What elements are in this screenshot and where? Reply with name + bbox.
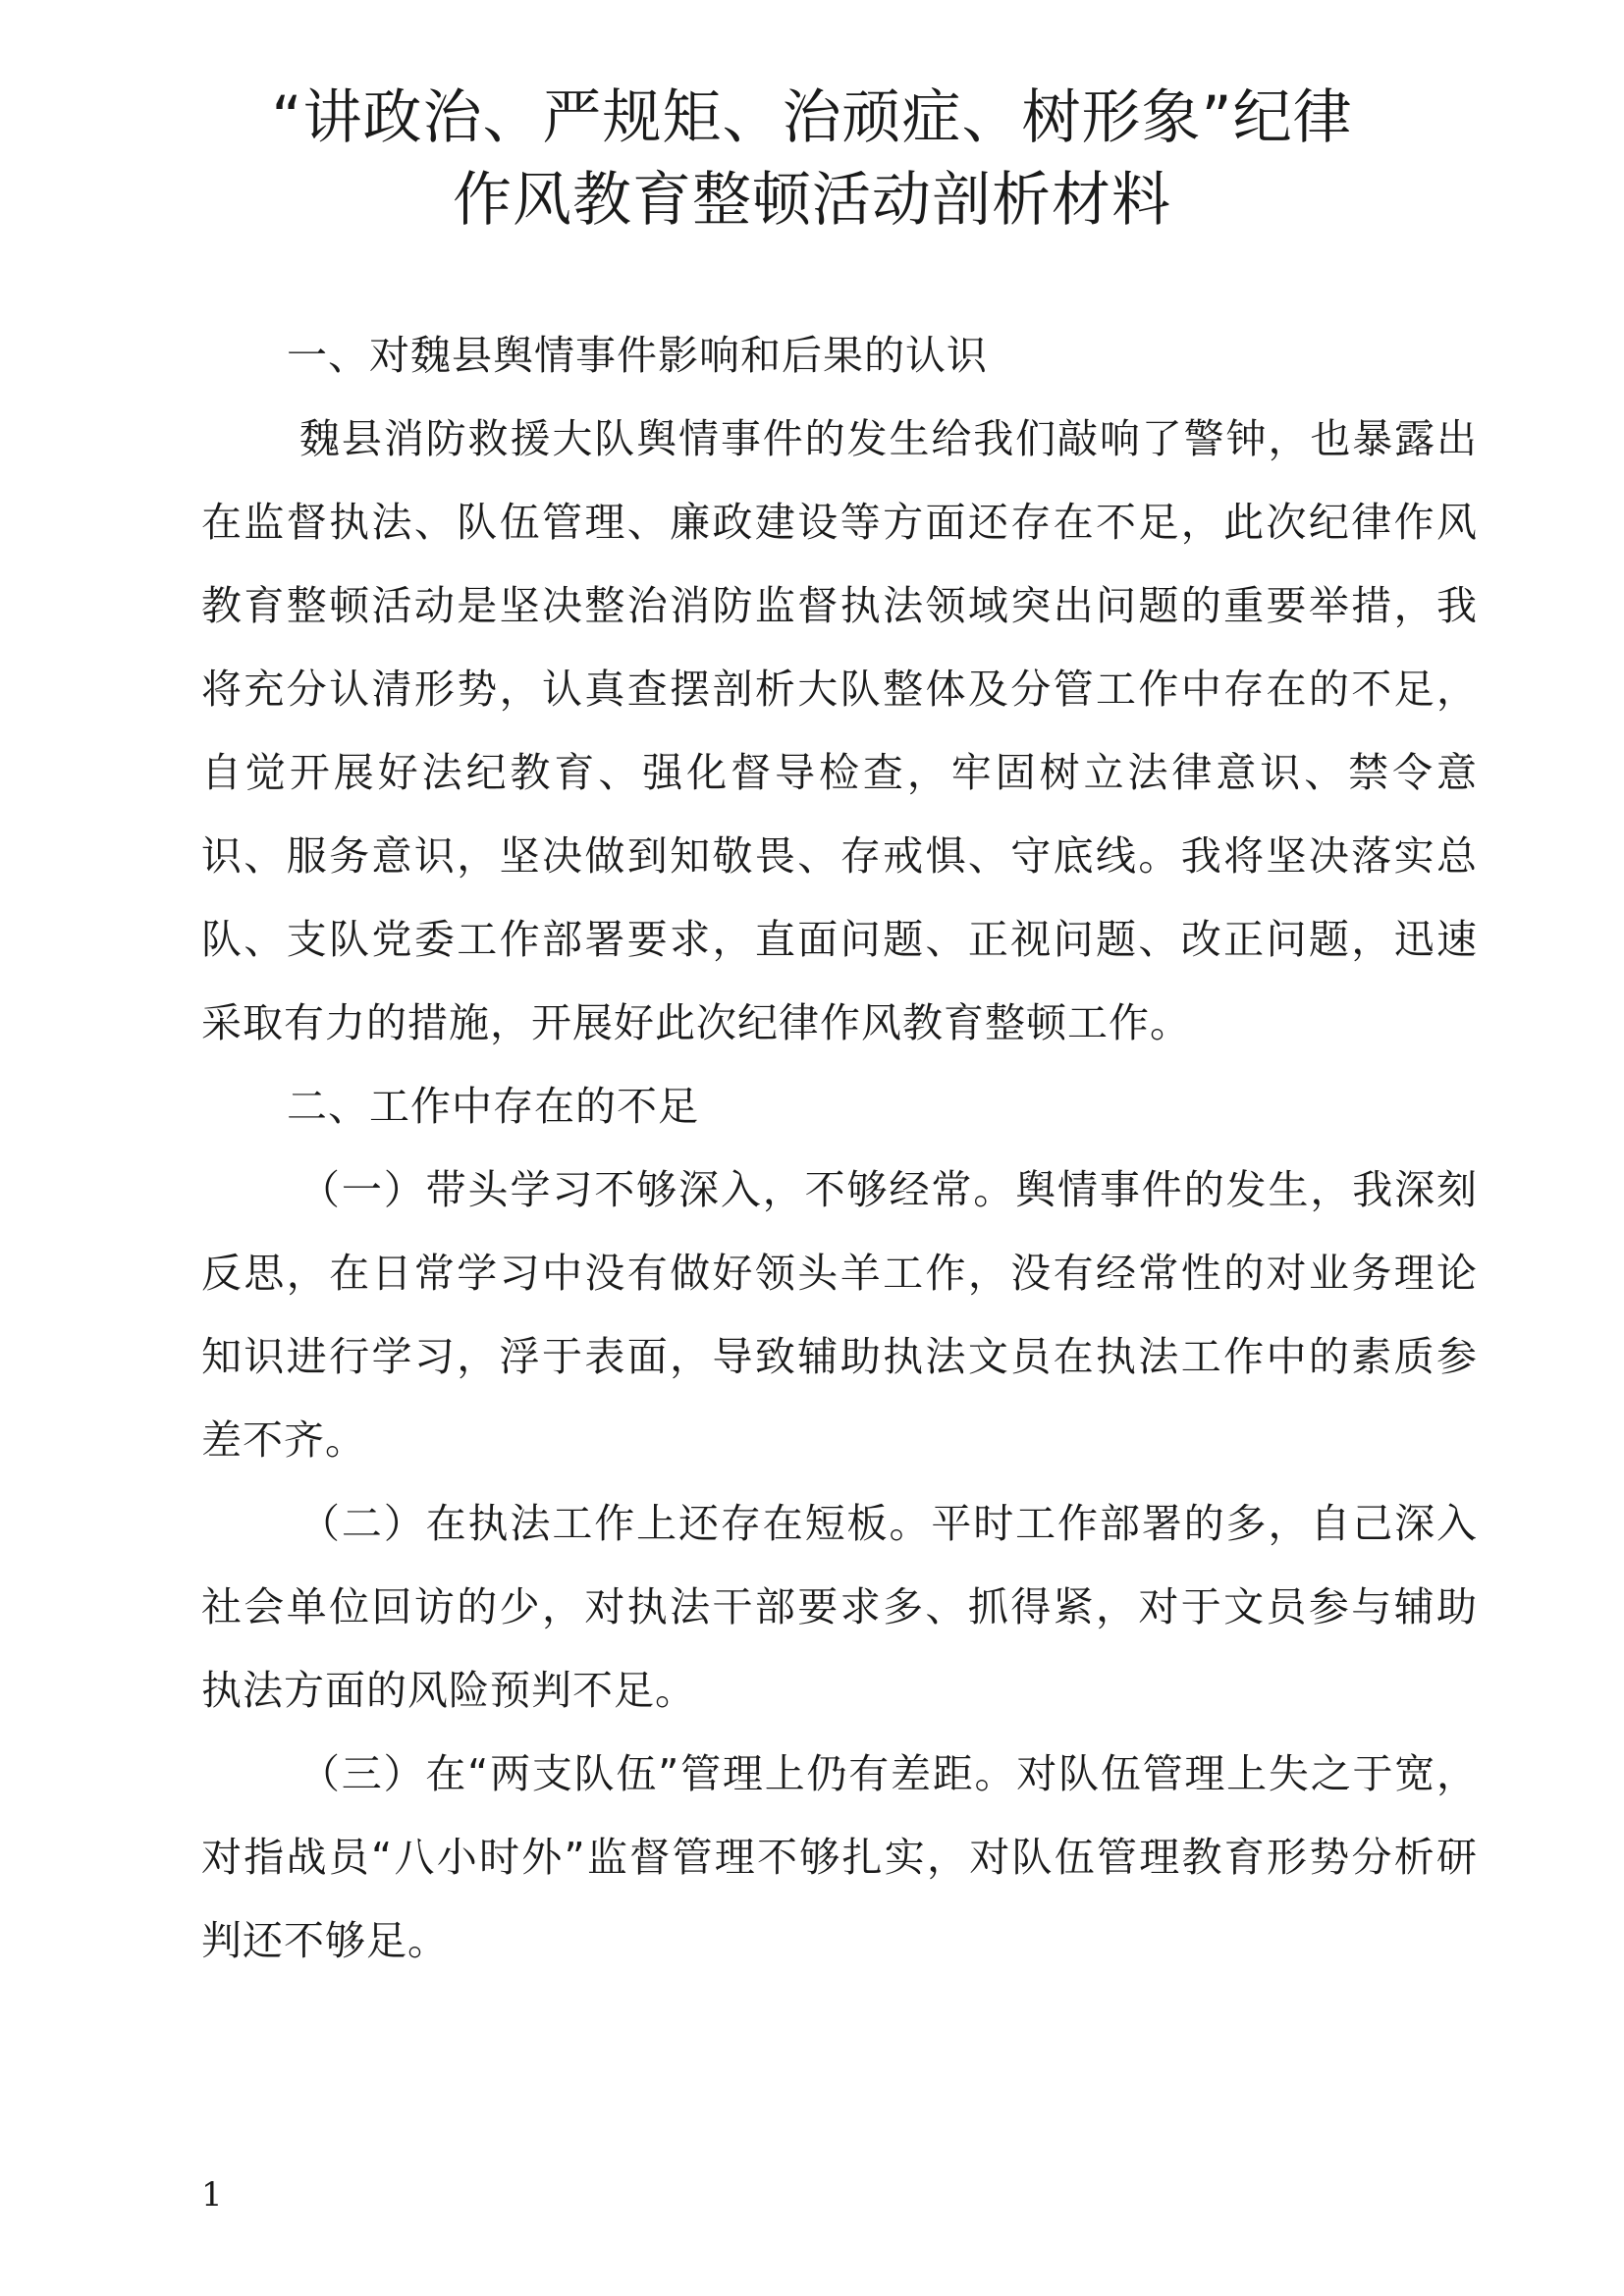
paragraph-awareness: 魏县消防救援大队舆情事件的发生给我们敲响了警钟，也暴露出在监督执法、队伍管理、廉政建设等方面还存在不足，此次纪律作风教育整顿活动是坚决整治消防监督执法领域突出问题的重要举措，我将充分认清形势，认真查摆剖析大队整体及分管工作中存在的不足，自觉开展好法纪教育、强化督导检查，牢固树立法律意识、禁令意识、服务意识，坚决做到知敬畏、存戒惧、守底线。我将坚决落实总队、支队党委工作部署要求，直面问题、正视问题、改正问题，迅速采取有力的措施，开展好此次纪律作风教育整顿工作。: [201, 415, 1478, 1046]
document-title: [196, 77, 1428, 241]
document-body: [201, 314, 1478, 1983]
paragraph-deficiency-1: （一）带头学习不够深入，不够经常。舆情事件的发生，我深刻反思，在日常学习中没有做好领头羊工作，没有经常性的对业务理论知识进行学习，浮于表面，导致辅助执法文员在执法工作中的素质参差不齐。: [201, 1166, 1478, 1464]
section-heading-1: 一、对魏县舆情事件影响和后果的认识: [287, 332, 988, 379]
section-heading-2: 二、工作中存在的不足: [287, 1083, 699, 1130]
title-line-2: 作风教育整顿活动剖析材料: [453, 166, 1171, 235]
paragraph-deficiency-2: （二）在执法工作上还存在短板。平时工作部署的多，自己深入社会单位回访的少，对执法干部要求多、抓得紧，对于文员参与辅助执法方面的风险预判不足。: [201, 1500, 1478, 1714]
title-line-1: “讲政治、严规矩、治顽症、树形象”纪律: [271, 83, 1353, 152]
paragraph-deficiency-3: （三）在“两支队伍”管理上仍有差距。对队伍管理上失之于宽，对指战员“八小时外”监督管理不够扎实，对队伍管理教育形势分析研判还不够足。: [201, 1750, 1478, 1964]
page-number: 1: [201, 2175, 223, 2215]
